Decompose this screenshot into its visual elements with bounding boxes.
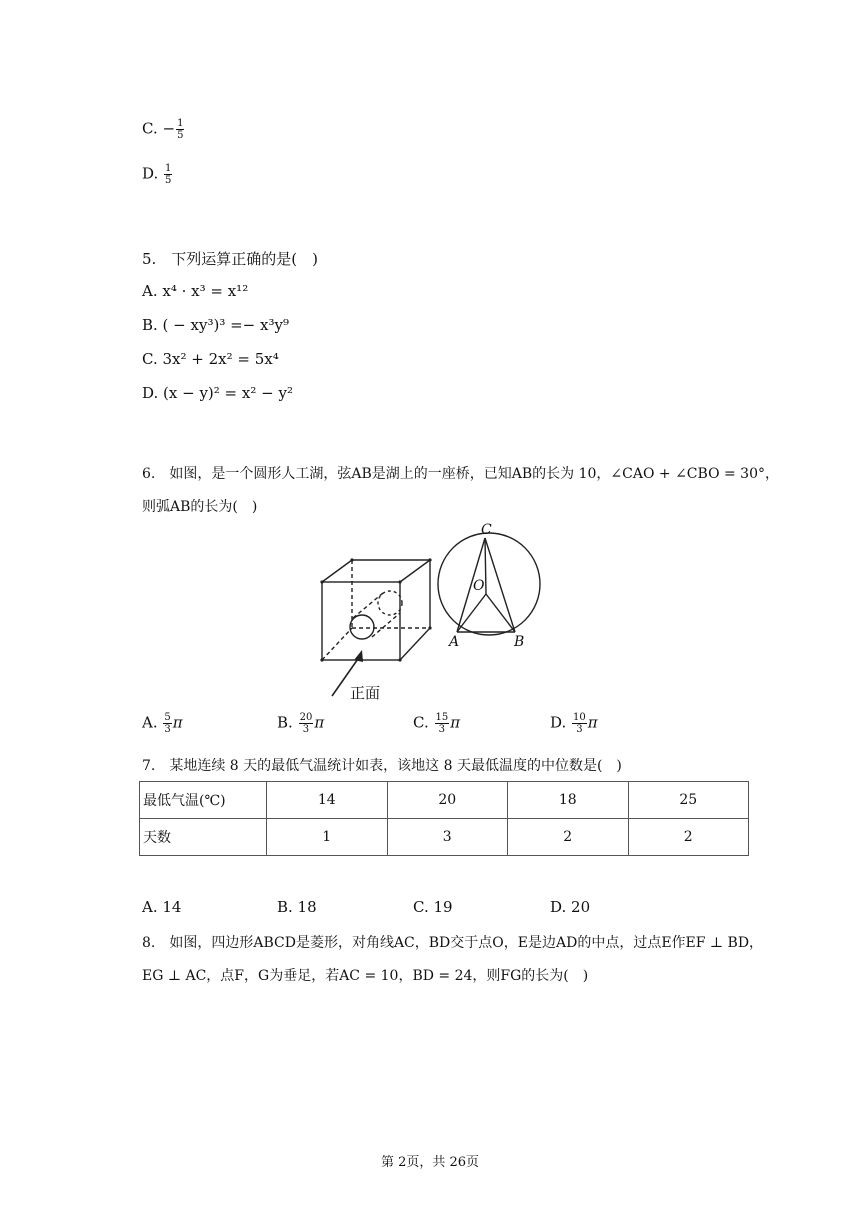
- q6-stem-line1: 6. 如图，是一个圆形人工湖，弦AB是湖上的一座桥，已知AB的长为 10，∠CAO + ∠CBO = 30°，: [142, 466, 779, 482]
- table-cell: 3: [387, 819, 508, 856]
- tunnel-front-circle: [350, 615, 374, 639]
- q7-option-d: D. 20: [550, 898, 591, 916]
- cube-figure: [322, 560, 430, 696]
- q6-option-a: A. $\frac{5}{3}$ π: [142, 712, 183, 735]
- q7-option-c: C. 19: [413, 898, 453, 916]
- table-cell: 25: [628, 782, 749, 819]
- q5-option-d: D. (x − y)² = x² − y²: [142, 384, 293, 402]
- q4-option-c: C. − $\frac{1}{5}$: [142, 118, 184, 141]
- table-cell: 2: [508, 819, 629, 856]
- q5-option-c: C. 3x² + 2x² = 5x⁴: [142, 350, 279, 368]
- table-row: [140, 819, 749, 856]
- cube-front-label: 正面: [350, 684, 381, 702]
- table-header-cell: 天数: [140, 819, 267, 856]
- q6-figure: [310, 520, 550, 706]
- q6-option-b: B. $\frac{20}{3}$ π: [277, 712, 325, 735]
- table-cell: 20: [387, 782, 508, 819]
- table-row: [140, 782, 749, 819]
- q8-stem-line1: 8. 如图，四边形ABCD是菱形，对角线AC，BD交于点O，E是边AD的中点，过点E作EF ⊥ BD，: [142, 935, 764, 951]
- q6-stem-line2: 则弧AB的长为( ): [142, 499, 258, 515]
- table-cell: 18: [508, 782, 629, 819]
- circle-figure: [438, 533, 540, 635]
- point-c-label: C: [481, 522, 492, 538]
- q6-option-c: C. $\frac{15}{3}$ π: [413, 712, 461, 735]
- q8-stem-line2: EG ⊥ AC，点F，G为垂足，若AC = 10，BD = 24，则FG的长为( ): [142, 968, 589, 984]
- q5-stem: 5. 下列运算正确的是( ): [142, 250, 319, 268]
- point-b-label: B: [514, 634, 525, 650]
- q5-option-a: A. x⁴ · x³ = x¹²: [142, 282, 249, 300]
- point-a-label: A: [449, 634, 460, 650]
- table-header-cell: 最低气温(℃): [140, 782, 267, 819]
- table-cell: 1: [267, 819, 388, 856]
- page-footer: 第 2页，共 26页: [380, 1155, 480, 1170]
- q5-option-b: B. ( − xy³)³ =− x³y⁹: [142, 316, 289, 334]
- temperature-table: [139, 781, 749, 856]
- q6-option-d: D. $\frac{10}{3}$ π: [550, 712, 598, 735]
- q7-option-b: B. 18: [277, 898, 317, 916]
- arrow-head-icon: [354, 650, 363, 662]
- q7-option-a: A. 14: [142, 898, 182, 916]
- table-cell: 2: [628, 819, 749, 856]
- point-o-label: O: [473, 578, 485, 594]
- q7-stem: 7. 某地连续 8 天的最低气温统计如表，该地这 8 天最低温度的中位数是( ): [142, 758, 622, 774]
- table-cell: 14: [267, 782, 388, 819]
- q4-option-d: D. $\frac{1}{5}$: [142, 163, 172, 186]
